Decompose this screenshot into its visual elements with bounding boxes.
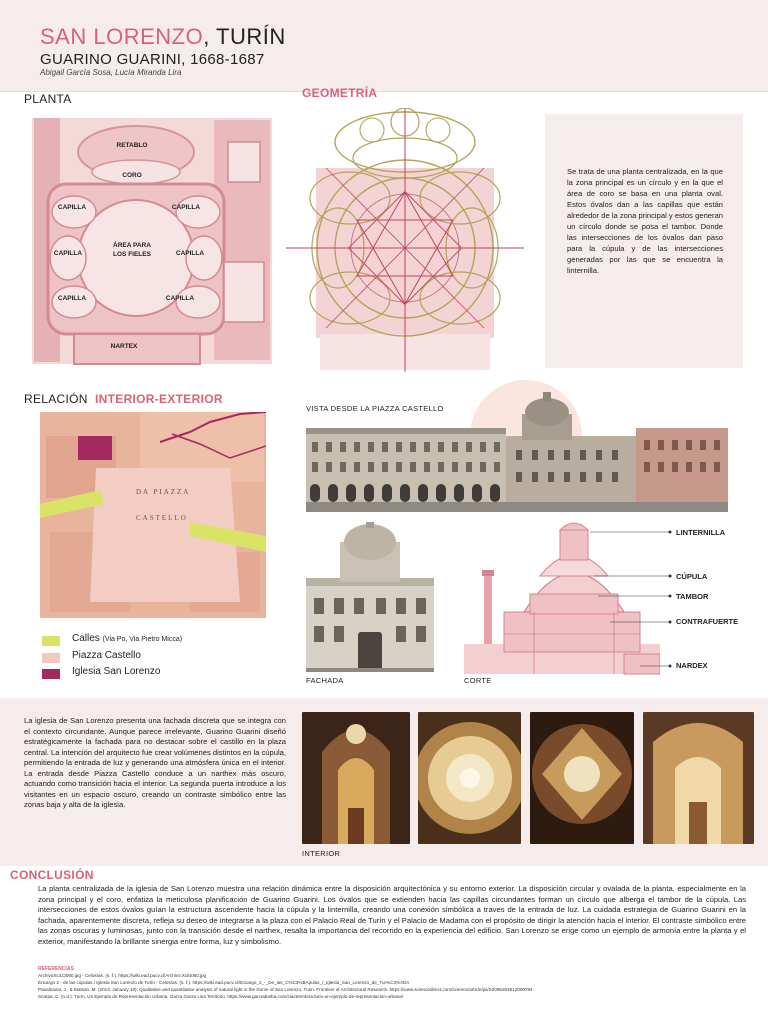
geometry-description-box xyxy=(545,114,743,368)
conclusion-heading: CONCLUSIÓN xyxy=(10,868,94,882)
planta-heading: PLANTA xyxy=(24,92,72,106)
corte-label-tambor: TAMBOR xyxy=(676,592,709,601)
page-title xyxy=(40,24,286,50)
reference-item: Panahiazar, J., & Matsan, M. (2013, January 19). Qualitative and quantitative analysis of natural light in the Dome of San Lorenzo, Turin. Frontiers of Architectural Research. https://www.sciencedirect.com/science/article/pii/S2095263512000784 xyxy=(38,987,533,992)
corte-label-nardex: NARDEX xyxy=(676,661,708,670)
interior-text: La iglesia de San Lorenzo presenta una fachada discreta que se integra con el contexto circundante. Aunque parece irrelevante, Guarino Guarini diseñó estratégicamente la fachada para no destacar sobre el castillo en la plaza central. La intención del arquitecto fue crear volúmenes distintos en la cúpula, permitiendo la entrada de luz y generando una atmósfera única en el interior. La entrada desde Piazza Castello conduce a un narthex más oscuro, actuando como transición hacia el interior. La segunda puerta introduce a los visitantes en un espacio oscuro, creando un contraste simbólico entre las zonas baja y alta de la iglesia. xyxy=(24,716,286,809)
context-map xyxy=(40,412,266,618)
map-text-castello: CASTELLO xyxy=(136,514,188,522)
references-heading: REFERENCIAS xyxy=(38,966,74,972)
interior-photo-2 xyxy=(418,712,521,844)
fachada-caption: FACHADA xyxy=(306,676,344,685)
plan-label-capilla-5: CAPILLA xyxy=(57,295,87,302)
legend-label-piazza: Piazza Castello xyxy=(72,650,141,661)
map-text-piazza: DA PIAZZA xyxy=(136,488,191,496)
legend-label-calles xyxy=(72,633,182,644)
page-subtitle: GUARINO GUARINI, 1668-1687 xyxy=(40,51,265,68)
plan-label-capilla-6: CAPILLA xyxy=(165,295,195,302)
relacion-heading xyxy=(24,392,223,406)
legend-calles-note: (Via Po, Via Pietro Micca) xyxy=(102,636,183,643)
reference-item: Encargo 2 - de las cúpulas / Iglesia San Lorenzo de Turín - Celosías. (s. f.). https://wiki.ead.pucv.cl/Encargo_2_-_De_las_C%C3%BApulas_/_Iglesia_San_Lorenzo_de_Tur%C3%ADn xyxy=(38,980,410,985)
relacion-heading-plain: RELACIÓN xyxy=(24,392,88,406)
plan-label-coro: CORO xyxy=(122,172,142,179)
interior-caption: INTERIOR xyxy=(302,849,341,858)
interior-photo-4 xyxy=(643,712,754,844)
reference-item: Scarpa, C. (n.d.). Turín, Un Ejemplo de Representación Urbana. Garza Garza Lisa Territorio. https://www.garciabarba.com/ciactermbria-turin-un-ejemplo-de-representacion-urbana/ xyxy=(38,994,404,999)
legend-swatch-iglesia xyxy=(42,669,60,679)
piazza-view-photo xyxy=(306,392,728,512)
legend-swatch-calles xyxy=(42,636,60,646)
corte-label-contrafuerte: CONTRAFUERTE xyxy=(676,617,739,626)
title-accent: SAN LORENZO xyxy=(40,24,204,49)
plan-label-area-1: ÁREA PARA xyxy=(113,242,151,249)
interior-photo-1 xyxy=(302,712,410,844)
plan-label-retablo: RETABLO xyxy=(116,142,148,149)
geometry-diagram xyxy=(286,108,524,372)
interior-photo-3 xyxy=(530,712,634,844)
relacion-heading-accent: INTERIOR-EXTERIOR xyxy=(95,392,223,406)
geometry-description: Se trata de una planta centralizada, en la que la zona principal es un círculo y en la que el área de coro se basa en una planta oval. Estos óvalos dan a las capillas que están alrededor de la zona principal y estos generan un círculo donde se posa el tambor. Donde las intersecciones de los óvalos dan paso para la cúpula y de las intersecciones generadas por las que se encuentra la linternilla. xyxy=(567,167,723,275)
facade-photo xyxy=(306,522,434,672)
corte-label-cupula: CÚPULA xyxy=(676,572,708,581)
legend-label-iglesia: Iglesia San Lorenzo xyxy=(72,666,161,677)
conclusion-text: La planta centralizada de la iglesia de San Lorenzo muestra una relación dinámica entre la disposición arquitectónica y su entorno exterior. La disposición circular y ovalada de la planta, especialmente en la zona principal y el coro, enfatiza la meticulosa planificación de Guarino Guarini. Los óvalos que se extienden hacia las capillas circundantes forman un círculo que alberga el tambor de la cúpula. Las intersecciones de estos óvalos guían la estructura ascendente hacia la cúpula y la linternilla, creando una conexión simbólica a traves de la entrada de luz. La cuidada estrategia de Guarino Guarini en la fachada, aparentemente discreta, refleja su deseo de integrarse a la plaza con el Palacio Real de Turín y el Palacio de Madama con el propósito de dirigir la atención hacia el interior. El contraste simbólico entre las zonas oscuras y luminosas, junto con la transición desde el narthex, resalta la importancia del recorrido en la experiencia del edificio. San Lorenzo se erige como un ejemplo de armonía entre la planta y el exterior, manifestando la brillante sinergia entre forma, luz y simbolismo. xyxy=(38,884,746,946)
plan-label-capilla-1: CAPILLA xyxy=(57,204,87,211)
floor-plan-drawing xyxy=(28,112,276,370)
plan-label-area-2: LOS FIELES xyxy=(113,251,151,258)
authors: Abigail García Sosa, Lucía Miranda Lira xyxy=(40,68,182,77)
plan-label-capilla-4: CAPILLA xyxy=(175,250,205,257)
legend-swatch-piazza xyxy=(42,653,60,663)
section-leader-lines xyxy=(590,526,680,676)
plan-label-capilla-3: CAPILLA xyxy=(53,250,83,257)
title-rest: , TURÍN xyxy=(203,24,286,49)
reference-item: ArchivoXULO060.jpg - Celosías. (s. f.). https://wiki.ead.pucv.cl/Archivo:Xulo060.jpg xyxy=(38,973,207,978)
corte-label-linternilla: LINTERNILLA xyxy=(676,528,726,537)
vista-caption: VISTA DESDE LA PIAZZA CASTELLO xyxy=(306,404,444,413)
legend-calles-label: Calles xyxy=(72,633,100,644)
plan-label-capilla-2: CAPILLA xyxy=(171,204,201,211)
corte-caption: CORTE xyxy=(464,676,492,685)
plan-label-nartex: NARTEX xyxy=(110,343,138,350)
references-list xyxy=(38,972,746,1000)
geometria-heading: GEOMETRÍA xyxy=(302,86,378,100)
